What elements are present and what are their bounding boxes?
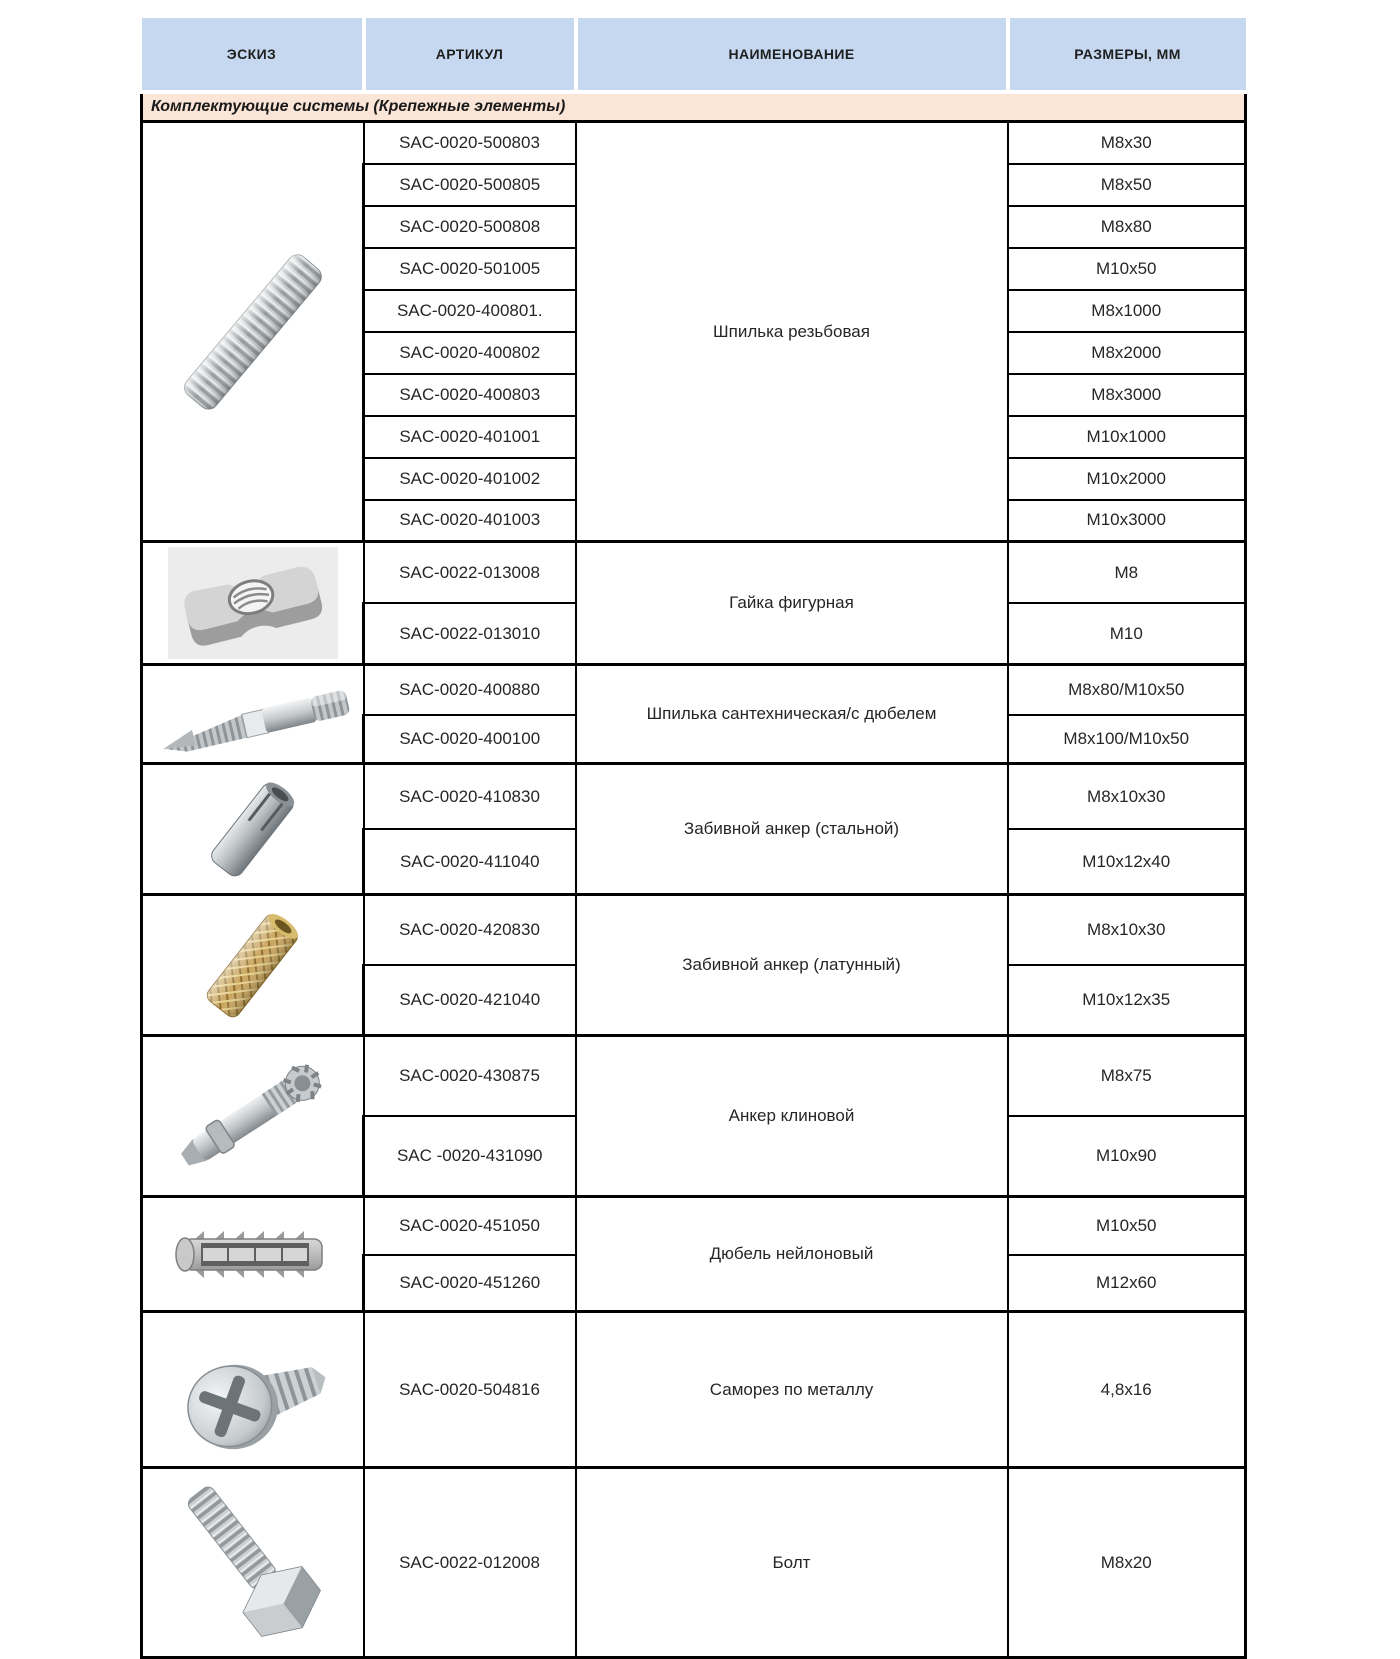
table-body [142,92,1246,1658]
table-row [142,1036,1246,1117]
product-image-cell [142,895,364,1036]
article-cell: SAC -0020-431090 [364,1116,576,1197]
article-cell: SAC-0020-500808 [364,206,576,248]
size-cell: M10x2000 [1008,458,1246,500]
table-row [142,764,1246,830]
size-cell: M8x20 [1008,1468,1246,1658]
table-row [142,895,1246,966]
size-cell: M8x80/M10x50 [1008,665,1246,715]
article-cell: SAC-0020-500805 [364,164,576,206]
product-image-cell [142,1468,364,1658]
self-tapping-screw-image [170,1317,335,1462]
table-header-row [142,16,1246,92]
article-cell: SAC-0020-400802 [364,332,576,374]
section-row [142,92,1246,122]
size-cell: M10 [1008,603,1246,665]
product-name-cell: Шпилька резьбовая [576,122,1008,542]
size-cell: M10x12x40 [1008,829,1246,895]
article-cell: SAC-0020-430875 [364,1036,576,1117]
article-cell: SAC-0020-410830 [364,764,576,830]
product-name-cell: Гайка фигурная [576,542,1008,665]
product-image-cell [142,764,364,895]
article-cell: SAC-0020-504816 [364,1312,576,1468]
article-cell: SAC-0022-013008 [364,542,576,604]
size-cell: M10x1000 [1008,416,1246,458]
plumbing-stud-image [150,670,355,758]
product-name-cell: Дюбель нейлоновый [576,1197,1008,1312]
column-header-0: ЭСКИЗ [142,16,364,92]
article-cell: SAC-0020-500803 [364,122,576,164]
article-cell: SAC-0022-012008 [364,1468,576,1658]
products-table [140,14,1247,1659]
product-image-cell [142,1036,364,1197]
product-image-cell [142,122,364,542]
hex-bolt-image [170,1475,335,1650]
product-name-cell: Забивной анкер (стальной) [576,764,1008,895]
product-image-cell [142,1312,364,1468]
article-cell: SAC-0020-400803 [364,374,576,416]
article-cell: SAC-0020-401003 [364,500,576,542]
size-cell: M10x90 [1008,1116,1246,1197]
column-header-1: АРТИКУЛ [364,16,576,92]
size-cell: M12x60 [1008,1255,1246,1312]
nylon-dowel-image [158,1212,348,1297]
article-cell: SAC-0020-400100 [364,715,576,764]
size-cell: M10x12x35 [1008,965,1246,1036]
size-cell: M8x80 [1008,206,1246,248]
article-cell: SAC-0020-401002 [364,458,576,500]
product-name-cell: Забивной анкер (латунный) [576,895,1008,1036]
wedge-anchor-image [160,1041,345,1191]
size-cell: M8x50 [1008,164,1246,206]
size-cell: M10x50 [1008,1197,1246,1255]
article-cell: SAC-0020-400801. [364,290,576,332]
size-cell: M8x10x30 [1008,895,1246,966]
table-row [142,1312,1246,1468]
size-cell: M8 [1008,542,1246,604]
brass-drop-in-anchor-image [193,900,313,1030]
article-cell: SAC-0020-401001 [364,416,576,458]
product-name-cell: Саморез по металлу [576,1312,1008,1468]
article-cell: SAC-0022-013010 [364,603,576,665]
table-row [142,1197,1246,1255]
size-cell: M8x1000 [1008,290,1246,332]
product-image-cell [142,1197,364,1312]
section-header: Комплектующие системы (Крепежные элементы) [142,92,1246,122]
table-row [142,122,1246,164]
article-cell: SAC-0020-411040 [364,829,576,895]
article-cell: SAC-0020-451050 [364,1197,576,1255]
figured-nut-image [168,547,338,659]
steel-drop-in-anchor-image [193,769,313,889]
table-row [142,665,1246,715]
size-cell: M8x75 [1008,1036,1246,1117]
product-image-cell [142,542,364,665]
product-name-cell: Анкер клиновой [576,1036,1008,1197]
size-cell: M10x50 [1008,248,1246,290]
size-cell: M8x30 [1008,122,1246,164]
article-cell: SAC-0020-421040 [364,965,576,1036]
size-cell: M8x3000 [1008,374,1246,416]
catalog-page [140,14,1244,1659]
threaded-rod-image [148,227,358,437]
article-cell: SAC-0020-400880 [364,665,576,715]
size-cell: M8x100/M10x50 [1008,715,1246,764]
product-name-cell: Шпилька сантехническая/с дюбелем [576,665,1008,764]
product-image-cell [142,665,364,764]
table-row [142,542,1246,604]
size-cell: M10x3000 [1008,500,1246,542]
product-name-cell: Болт [576,1468,1008,1658]
size-cell: M8x2000 [1008,332,1246,374]
article-cell: SAC-0020-451260 [364,1255,576,1312]
size-cell: 4,8x16 [1008,1312,1246,1468]
article-cell: SAC-0020-420830 [364,895,576,966]
column-header-3: РАЗМЕРЫ, ММ [1008,16,1246,92]
size-cell: M8x10x30 [1008,764,1246,830]
table-row [142,1468,1246,1658]
article-cell: SAC-0020-501005 [364,248,576,290]
column-header-2: НАИМЕНОВАНИЕ [576,16,1008,92]
